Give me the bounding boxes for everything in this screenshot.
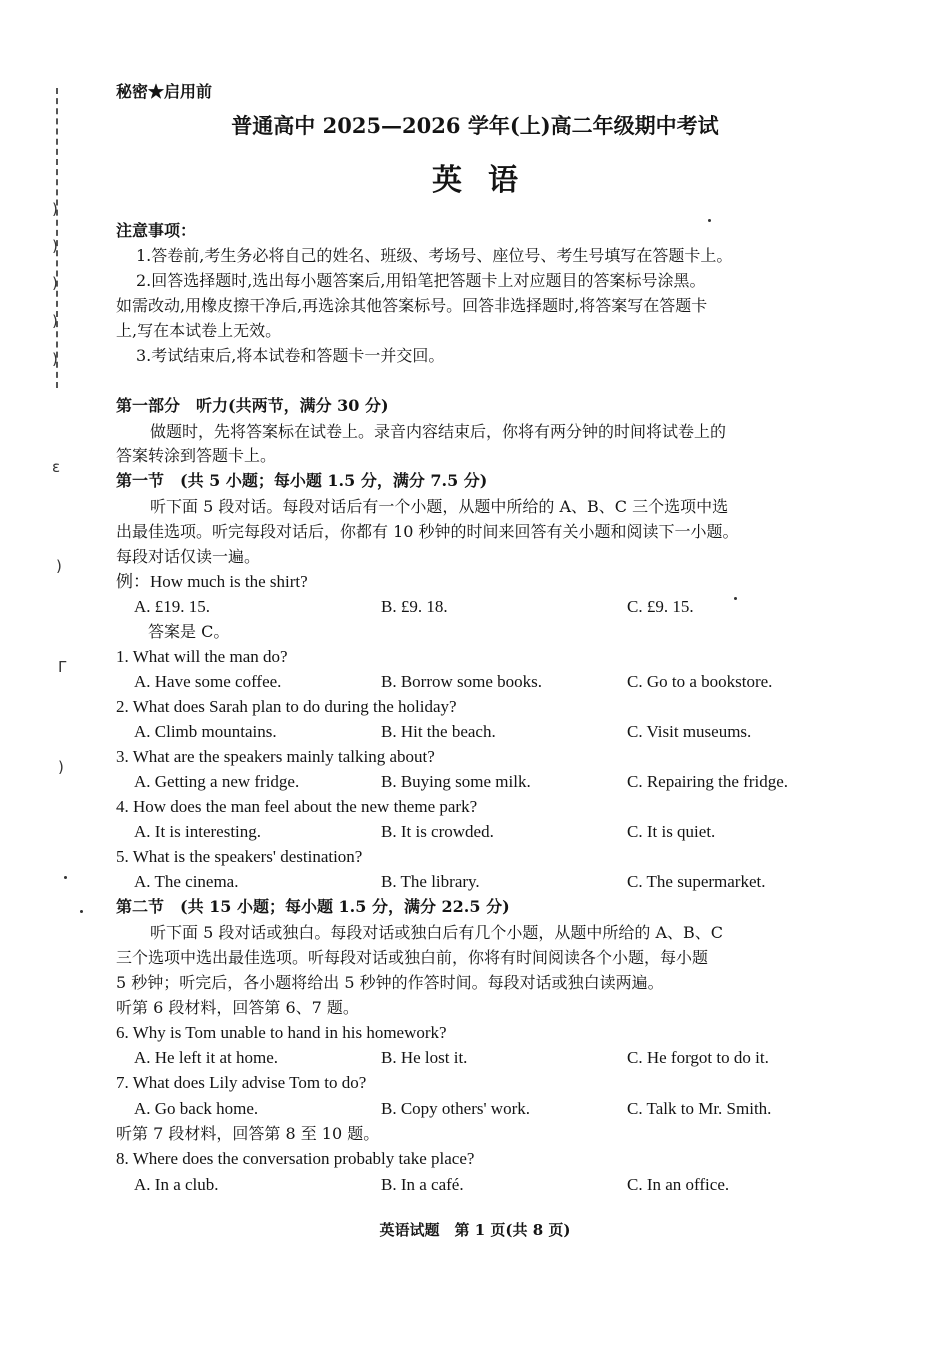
q4-option-a: A. It is interesting. (134, 822, 262, 841)
scan-speck (708, 219, 711, 222)
q3-option-a: A. Getting a new fridge. (134, 772, 300, 791)
question-4: 4. How does the man feel about the new theme park? (116, 797, 478, 816)
exam-title: 普通高中 2025—2026 学年(上)高二年级期中考试 (231, 113, 719, 138)
part1-intro: 做题时，先将答案标在试卷上。录音内容结束后，你将有两分钟的时间将试卷上的 (150, 422, 727, 441)
q1-option-a: A. Have some coffee. (134, 672, 282, 691)
q6-option-c: C. He forgot to do it. (627, 1048, 769, 1067)
q1-option-b: B. Borrow some books. (381, 672, 543, 691)
question-7: 7. What does Lily advise Tom to do? (116, 1073, 367, 1092)
binding-hole-mark: ) (52, 237, 58, 255)
example-answer: 答案是 C。 (148, 622, 230, 641)
q5-option-a: A. The cinema. (134, 872, 239, 891)
material-7-instruction: 听第 7 段材料，回答第 8 至 10 题。 (116, 1124, 380, 1143)
section1-directions: 听下面 5 段对话。每段对话后有一个小题，从题中所给的 A、B、C 三个选项中选 (150, 497, 729, 516)
scan-speck (80, 910, 83, 913)
section1-heading: 第一节 (共 5 小题；每小题 1.5 分，满分 7.5 分) (116, 471, 488, 490)
q4-option-c: C. It is quiet. (627, 822, 716, 841)
binding-hole-mark: ) (52, 274, 58, 292)
note-2-cont: 上,写在本试卷上无效。 (116, 321, 282, 340)
q7-option-b: B. Copy others' work. (381, 1099, 530, 1118)
q8-option-a: A. In a club. (134, 1175, 219, 1194)
q7-option-a: A. Go back home. (134, 1099, 259, 1118)
section2-directions-cont: 三个选项中选出最佳选项。听每段对话或独白前，你将有时间阅读各个小题，每小题 (116, 948, 709, 967)
example-option-a: A. £19. 15. (134, 597, 211, 616)
example-option-c: C. £9. 15. (627, 597, 694, 616)
q6-option-b: B. He lost it. (381, 1048, 468, 1067)
q8-option-c: C. In an office. (627, 1175, 730, 1194)
section2-heading: 第二节 (共 15 小题；每小题 1.5 分，满分 22.5 分) (116, 897, 510, 916)
page-footer: 英语试题 第 1 页(共 8 页) (379, 1221, 571, 1239)
confidential-label: 秘密★启用前 (116, 82, 213, 101)
question-6: 6. Why is Tom unable to hand in his homework? (116, 1023, 447, 1042)
q2-option-b: B. Hit the beach. (381, 722, 496, 741)
subject-title: 英语 (432, 163, 544, 198)
binding-mark: ) (58, 758, 64, 776)
section1-directions-cont: 每段对话仅读一遍。 (116, 547, 261, 566)
note-1: 1.答卷前,考生务必将自己的姓名、班级、考场号、座位号、考生号填写在答题卡上。 (136, 246, 733, 265)
scan-speck (734, 597, 737, 600)
part1-intro-cont: 答案转涂到答题卡上。 (116, 446, 277, 465)
q2-option-a: A. Climb mountains. (134, 722, 277, 741)
q3-option-c: C. Repairing the fridge. (627, 772, 788, 791)
section2-directions-cont: 5 秒钟；听完后，各小题将给出 5 秒钟的作答时间。每段对话或独白读两遍。 (116, 973, 664, 992)
q8-option-b: B. In a café. (381, 1175, 464, 1194)
binding-hole-mark: ) (52, 312, 58, 330)
scan-speck (64, 876, 67, 879)
q5-option-b: B. The library. (381, 872, 480, 891)
note-3: 3.考试结束后,将本试卷和答题卡一并交回。 (136, 346, 445, 365)
section1-directions-cont: 出最佳选项。听完每段对话后，你都有 10 秒钟的时间来回答有关小题和阅读下一小题。 (116, 522, 739, 541)
binding-hole-mark: ) (52, 200, 58, 218)
example-option-b: B. £9. 18. (381, 597, 448, 616)
binding-mark: Γ (58, 658, 67, 676)
question-8: 8. Where does the conversation probably take place? (116, 1149, 475, 1168)
part1-heading: 第一部分 听力(共两节，满分 30 分) (116, 396, 389, 415)
question-1: 1. What will the man do? (116, 647, 288, 666)
q7-option-c: C. Talk to Mr. Smith. (627, 1099, 772, 1118)
q2-option-c: C. Visit museums. (627, 722, 752, 741)
q3-option-b: B. Buying some milk. (381, 772, 531, 791)
note-2: 2.回答选择题时,选出每小题答案后,用铅笔把答题卡上对应题目的答案标号涂黑。 (136, 271, 706, 290)
q5-option-c: C. The supermarket. (627, 872, 766, 891)
binding-mark: ɛ (52, 458, 61, 476)
q4-option-b: B. It is crowded. (381, 822, 494, 841)
section2-directions: 听下面 5 段对话或独白。每段对话或独白后有几个小题，从题中所给的 A、B、C (150, 923, 723, 942)
note-2-cont: 如需改动,用橡皮擦干净后,再选涂其他答案标号。回答非选择题时,将答案写在答题卡 (116, 296, 708, 315)
question-3: 3. What are the speakers mainly talking about? (116, 747, 435, 766)
q6-option-a: A. He left it at home. (134, 1048, 278, 1067)
question-5: 5. What is the speakers' destination? (116, 847, 363, 866)
binding-mark: ) (56, 557, 62, 575)
binding-hole-mark: ) (52, 350, 58, 368)
material-6-instruction: 听第 6 段材料，回答第 6、7 题。 (116, 998, 359, 1017)
example-question: 例：How much is the shirt? (116, 572, 308, 591)
notes-heading: 注意事项： (116, 221, 197, 240)
question-2: 2. What does Sarah plan to do during the holiday? (116, 697, 457, 716)
q1-option-c: C. Go to a bookstore. (627, 672, 773, 691)
